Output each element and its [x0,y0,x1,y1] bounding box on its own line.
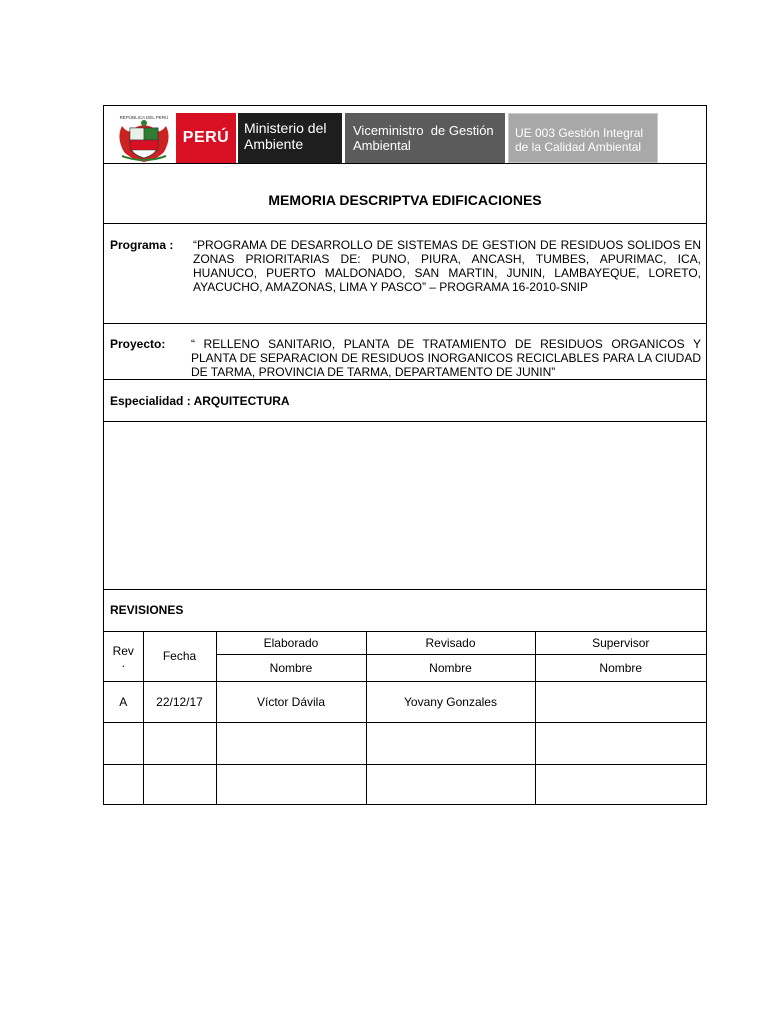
revisado-header: Revisado [366,632,535,654]
revisiones-row [104,590,706,632]
programa-label: Programa : [110,238,174,252]
vice-line2: Ambiental [353,138,411,153]
revisiones-title: REVISIONES [110,603,184,617]
rev-header [104,632,143,681]
revisado-nombre-header: Nombre [366,654,535,681]
elaborado-cell [216,722,366,764]
especialidad-label: Especialidad : ARQUITECTURA [110,394,290,408]
ue-brand-block [508,113,658,163]
revisado-cell [366,764,535,805]
ministerio-brand-block [238,113,342,163]
ue-line1: UE 003 Gestión Integral [515,126,644,140]
ministerio-line1: Ministerio del [244,120,327,136]
header-row [104,106,706,164]
programa-row [104,224,706,324]
proyecto-text: “ RELLENO SANITARIO, PLANTA DE TRATAMIENTO DE RESIDUOS ORGANICOS Y PLANTA DE SEPARACION DE RESIDUOS INORGANICOS RECICLABLES PARA LA CIUDAD DE TARMA, PROVINCIA DE TARMA, DEPARTAMENTO DE JUNIN” [191,337,701,379]
table-row [104,722,706,764]
supervisor-cell [535,681,706,722]
revisado-cell [366,722,535,764]
table-header-row [104,632,706,654]
rev-header-label: Rev [112,644,134,659]
fecha-cell [143,764,216,805]
elaborado-nombre-header: Nombre [216,654,366,681]
elaborado-header: Elaborado [216,632,366,654]
revisado-cell: Yovany Gonzales [366,681,535,722]
supervisor-nombre-header: Nombre [535,654,706,681]
rev-cell [104,722,143,764]
table-row [104,681,706,722]
svg-text:REPÚBLICA DEL PERÚ: REPÚBLICA DEL PERÚ [119,115,169,120]
fecha-header: Fecha [143,632,216,681]
rev-cell: A [104,681,143,722]
ministerio-line2: Ambiente [244,136,304,152]
elaborado-cell [216,764,366,805]
proyecto-label: Proyecto: [110,337,166,351]
fecha-cell [143,722,216,764]
vice-line1: Viceministro de Gestión [353,123,494,138]
supervisor-header: Supervisor [535,632,706,654]
peru-brand-block: PERÚ [176,113,236,163]
programa-text: “PROGRAMA DE DESARROLLO DE SISTEMAS DE GESTION DE RESIDUOS SOLIDOS EN ZONAS PRIORITARIAS DE: PUNO, PIURA, ANCASH, TUMBES, APURIMAC, ICA, HUANUCO, PUERTO MALDONADO, SAN MARTIN, JUNIN, LAMBAYEQUE, LORETO, AYACUCHO, AMAZONAS, LIMA Y PASCO” – PROGRAMA 16-2010-SNIP [193,238,701,294]
logo-strip [112,112,658,164]
supervisor-cell [535,764,706,805]
fecha-cell: 22/12/17 [143,681,216,722]
rev-header-dot: . [121,656,125,671]
ue-line2: de la Calidad Ambiental [515,140,642,154]
title-row [104,164,706,224]
blank-content-area [104,422,706,590]
proyecto-row [104,324,706,380]
revisions-table [104,632,706,805]
document-frame [103,105,707,805]
document-title: MEMORIA DESCRIPTVA EDIFICACIONES [268,192,542,208]
peru-coat-of-arms-logo [112,112,176,164]
table-row [104,764,706,805]
elaborado-cell: Víctor Dávila [216,681,366,722]
rev-cell [104,764,143,805]
supervisor-cell [535,722,706,764]
especialidad-row [104,380,706,422]
viceministro-brand-block [345,113,505,163]
